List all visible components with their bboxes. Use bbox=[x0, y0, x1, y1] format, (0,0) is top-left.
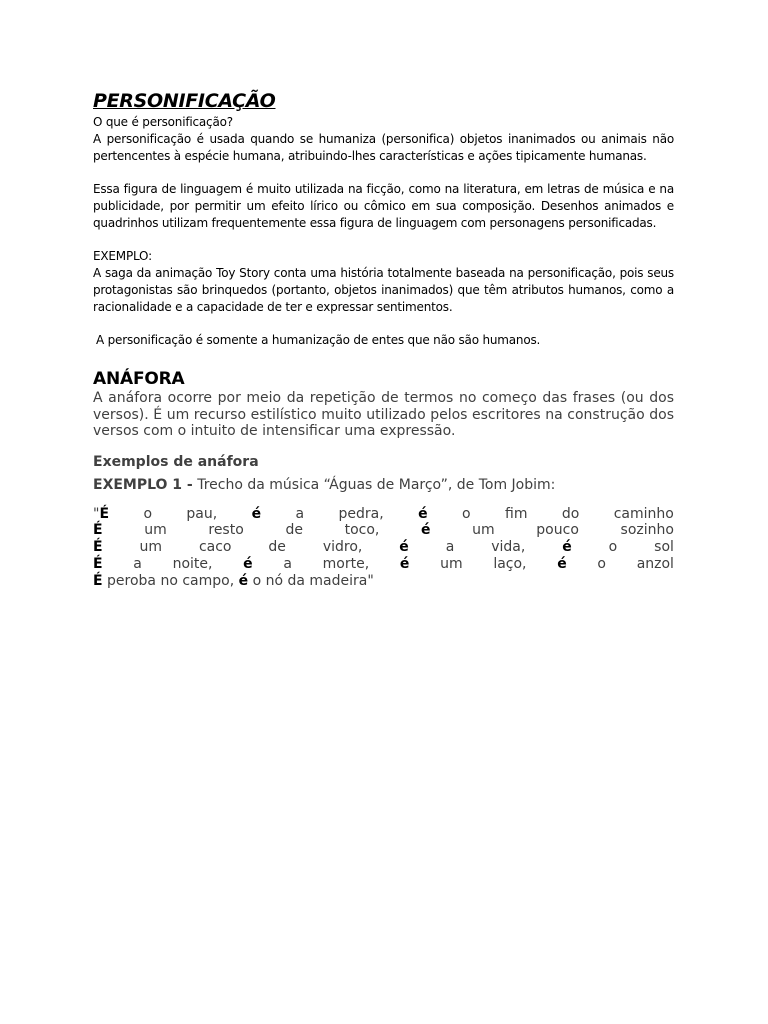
personificacao-summary: A personificação é somente a humanização de entes que não são humanos. bbox=[96, 333, 541, 347]
personificacao-title: PERSONIFICAÇÃO bbox=[93, 90, 276, 112]
poem-word: de bbox=[268, 539, 286, 556]
poem-word: caco bbox=[198, 539, 232, 556]
document-page bbox=[93, 88, 674, 589]
personificacao-question: O que é personificação? bbox=[93, 115, 233, 129]
poem-line bbox=[93, 539, 674, 556]
poem-word: resto bbox=[208, 522, 244, 539]
poem-word: é bbox=[399, 539, 409, 556]
example-label: EXEMPLO: bbox=[93, 249, 152, 263]
example1-text: Trecho da música “Águas de Março”, de Tom Jobim: bbox=[192, 476, 556, 493]
poem-word: anzol bbox=[636, 555, 674, 572]
poem-last-line: É peroba no campo, é o nó da madeira" bbox=[93, 572, 374, 589]
poem-word: pau, bbox=[186, 505, 218, 522]
poem-word: um bbox=[144, 522, 167, 539]
example1-label: EXEMPLO 1 - bbox=[93, 476, 193, 493]
poem-word: "É bbox=[93, 505, 110, 522]
poem-word: a bbox=[283, 555, 292, 572]
example-text: A saga da animação Toy Story conta uma história totalmente baseada na personificação, pois seus protagonistas são brinquedos (portanto, objetos inanimados) que têm atributos humanos, como a racionalidade e a capacidade de ter e expressar sentimentos. bbox=[93, 266, 674, 314]
poem-word: sol bbox=[654, 539, 674, 556]
poem-line bbox=[93, 556, 674, 573]
poem-word: toco, bbox=[344, 522, 380, 539]
poem-word: vidro, bbox=[322, 539, 363, 556]
poem-word: o bbox=[143, 505, 153, 522]
poem-word: morte, bbox=[322, 555, 370, 572]
poem-word: é bbox=[418, 505, 428, 522]
poem-word: É bbox=[93, 539, 103, 556]
poem-line bbox=[93, 506, 674, 523]
poem-word: fim bbox=[505, 505, 528, 522]
poem-word: do bbox=[561, 505, 580, 522]
poem-line bbox=[93, 522, 674, 539]
anafora-title: ANÁFORA bbox=[93, 369, 185, 389]
poem-word: é bbox=[557, 555, 567, 572]
poem-word: um bbox=[440, 555, 463, 572]
poem-word: é bbox=[243, 555, 253, 572]
poem-word: de bbox=[285, 522, 303, 539]
anafora-definition: A anáfora ocorre por meio da repetição de termos no começo das frases (ou dos versos). É um recurso estilístico muito utilizado pelos escritores na construção dos versos com o intuito de intensificar uma expressão. bbox=[93, 390, 674, 439]
poem-word: é bbox=[251, 505, 262, 522]
poem-word: É bbox=[93, 555, 103, 572]
poem-word: pedra, bbox=[338, 505, 384, 522]
poem-word: pouco bbox=[536, 522, 579, 539]
anafora-example1 bbox=[93, 476, 674, 494]
poem-word: sozinho bbox=[620, 522, 674, 539]
poem-word: a bbox=[295, 505, 305, 522]
personificacao-para1: A personificação é usada quando se humaniza (personifica) objetos inanimados ou animais não pertencentes à espécie humana, atribuindo-lhes características e ações tipicamente humanas. bbox=[93, 132, 674, 163]
poem-word: é bbox=[399, 555, 410, 572]
anafora-poem bbox=[93, 506, 674, 590]
poem-word: a bbox=[133, 555, 142, 572]
poem-word: laço, bbox=[493, 555, 527, 572]
personificacao-para2: Essa figura de linguagem é muito utilizada na ficção, como na literatura, em letras de música e na publicidade, por permitir um efeito lírico ou cômico em sua composição. Desenhos animados e quadrinhos utilizam frequentemente essa figura de linguagem com personagens personificadas. bbox=[93, 182, 674, 230]
poem-word: um bbox=[472, 522, 495, 539]
poem-word: é bbox=[421, 522, 431, 539]
poem-word: caminho bbox=[613, 505, 674, 522]
anafora-examples-heading: Exemplos de anáfora bbox=[93, 453, 259, 470]
poem-word: É bbox=[93, 522, 103, 539]
poem-word: o bbox=[597, 555, 606, 572]
poem-word: noite, bbox=[172, 555, 213, 572]
poem-word: um bbox=[139, 539, 163, 556]
poem-word: é bbox=[562, 539, 572, 556]
poem-line bbox=[93, 573, 674, 590]
poem-word: o bbox=[462, 505, 471, 522]
poem-word: o bbox=[608, 539, 618, 556]
poem-word: a bbox=[445, 539, 455, 556]
poem-word: vida, bbox=[491, 539, 526, 556]
